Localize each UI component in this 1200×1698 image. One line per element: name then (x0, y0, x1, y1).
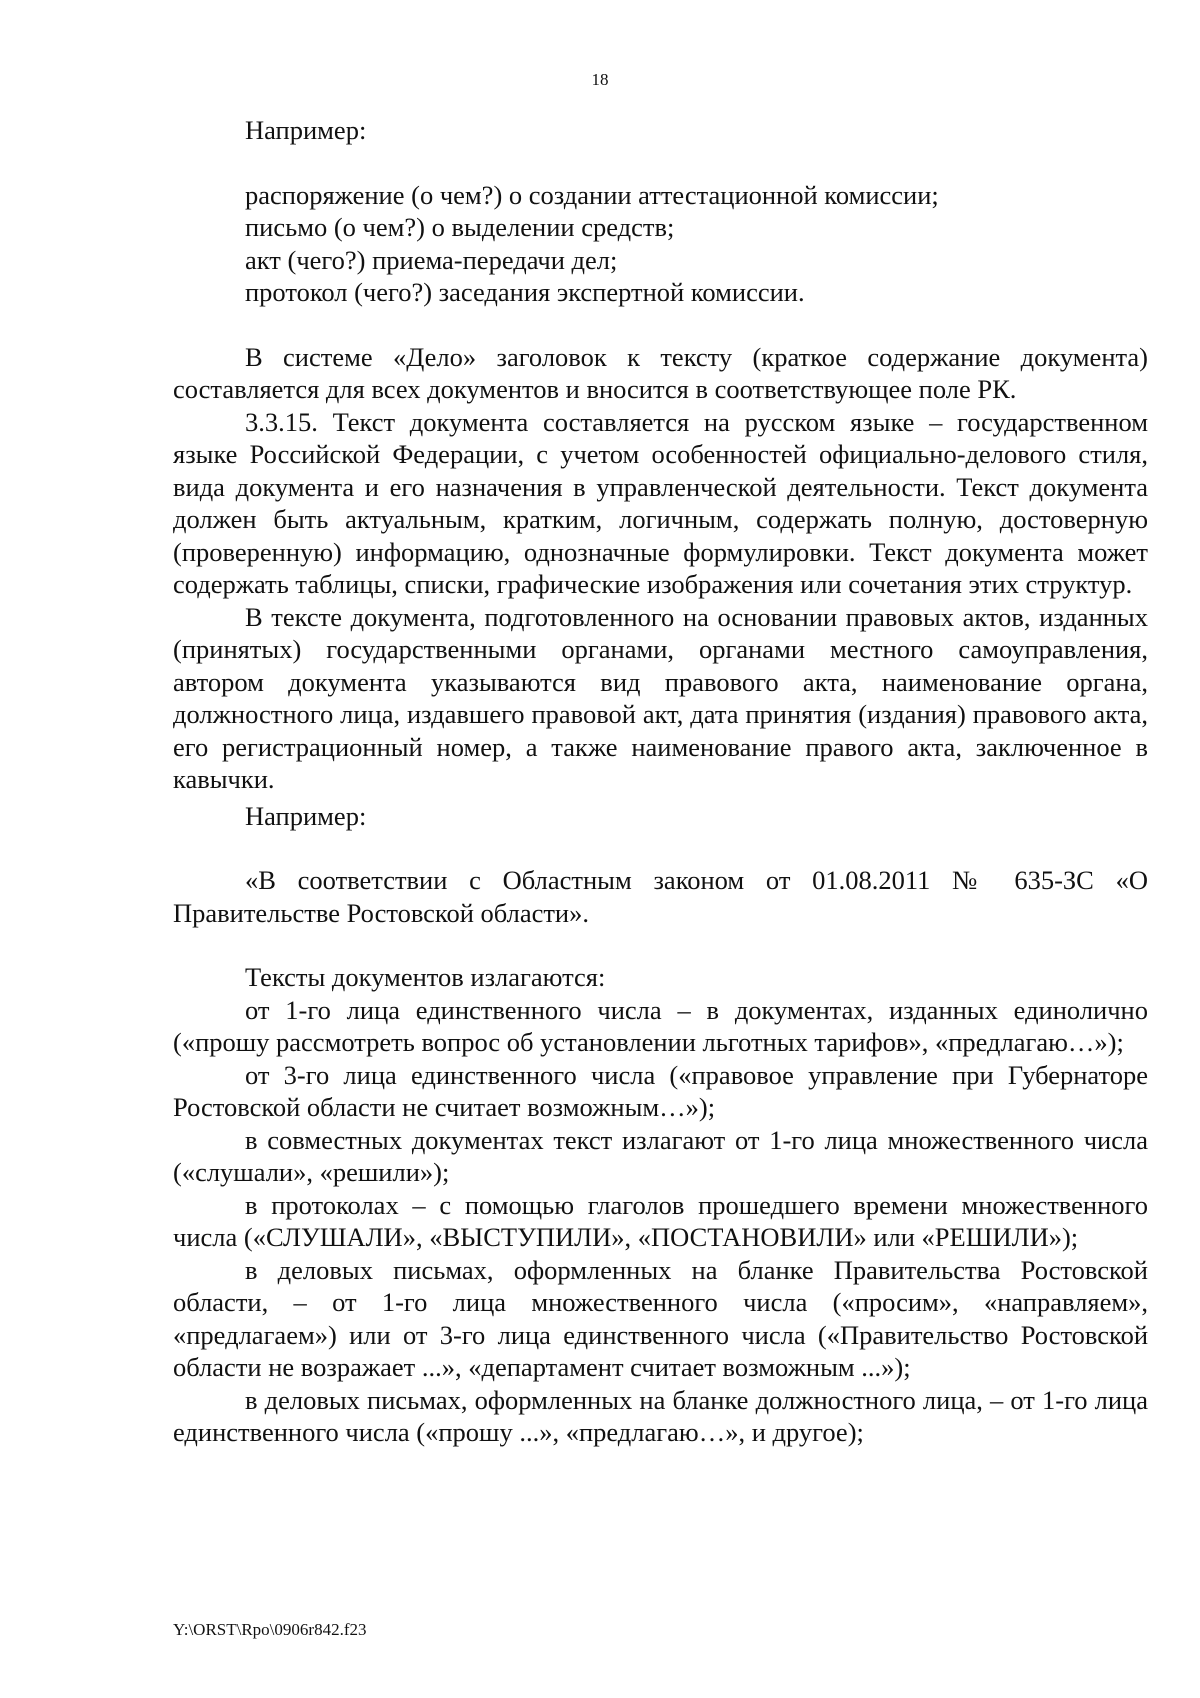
texts-intro: Тексты документов излагаются: (245, 962, 606, 992)
example-item: протокол (чего?) заседания экспертной комиссии. (245, 277, 805, 307)
example-item: распоряжение (о чем?) о создании аттестационной комиссии; (245, 179, 939, 210)
paragraph: В системе «Дело» заголовок к тексту (краткое содержание документа) составляется для всех документов и вносится в соответствующее поле РК. (173, 341, 1148, 404)
example-quote: «В соответствии с Областным законом от 01.08.2011 № 635-ЗС «О Правительстве Ростовской области». (173, 865, 1148, 928)
paragraph: В тексте документа, подготовленного на основании правовых актов, изданных (принятых) государственными органами, органами местного самоуправления, автором документа указываются вид правового акта, наименование органа, должностного лица, издавшего правовой акт, дата принятия (издания) правового акта, его регистрационный номер, а также наименование правого акта, заключенное в кавычки. (173, 601, 1148, 794)
footer-file-path: Y:\ORST\Rpo\0906r842.f23 (173, 1620, 367, 1639)
page-number: 18 (591, 70, 609, 89)
paragraph: в деловых письмах, оформленных на бланке должностного лица, – от 1-го лица единственного числа («прошу ...», «предлагаю…», и другое); (173, 1384, 1148, 1447)
example-label: Например: (245, 115, 367, 145)
example-item: акт (чего?) приема-передачи дел; (245, 244, 618, 275)
paragraph: от 3-го лица единственного числа («правовое управление при Губернаторе Ростовской области не считает возможным…»); (173, 1059, 1148, 1122)
example-label: Например: (245, 800, 367, 831)
document-body (173, 114, 1148, 1449)
paragraph: в совместных документах текст излагают от 1-го лица множественного числа («слушали», «решили»); (173, 1124, 1148, 1187)
paragraph: 3.3.15. Текст документа составляется на русском языке – государственном языке Российской Федерации, с учетом особенностей официально-делового стиля, вида документа и его назначения в управленческой деятельности. Текст документа должен быть актуальным, кратким, логичным, содержать полную, достоверную (проверенную) информацию, однозначные формулировки. Текст документа может содержать таблицы, списки, графические изображения или сочетания этих структур. (173, 406, 1148, 599)
paragraph: в деловых письмах, оформленных на бланке Правительства Ростовской области, – от 1-го лица множественного числа («просим», «направляем», «предлагаем») или от 3-го лица единственного числа («Правительство Ростовской области не возражает ...», «департамент считает возможным ...»); (173, 1254, 1148, 1382)
paragraph: в протоколах – с помощью глаголов прошедшего времени множественного числа («СЛУШАЛИ», «ВЫСТУПИЛИ», «ПОСТАНОВИЛИ» или «РЕШИЛИ»); (173, 1189, 1148, 1252)
example-item: письмо (о чем?) о выделении средств; (245, 212, 675, 242)
paragraph: от 1-го лица единственного числа – в документах, изданных единолично («прошу рассмотреть вопрос об установлении льготных тарифов», «предлагаю…»); (173, 994, 1148, 1057)
